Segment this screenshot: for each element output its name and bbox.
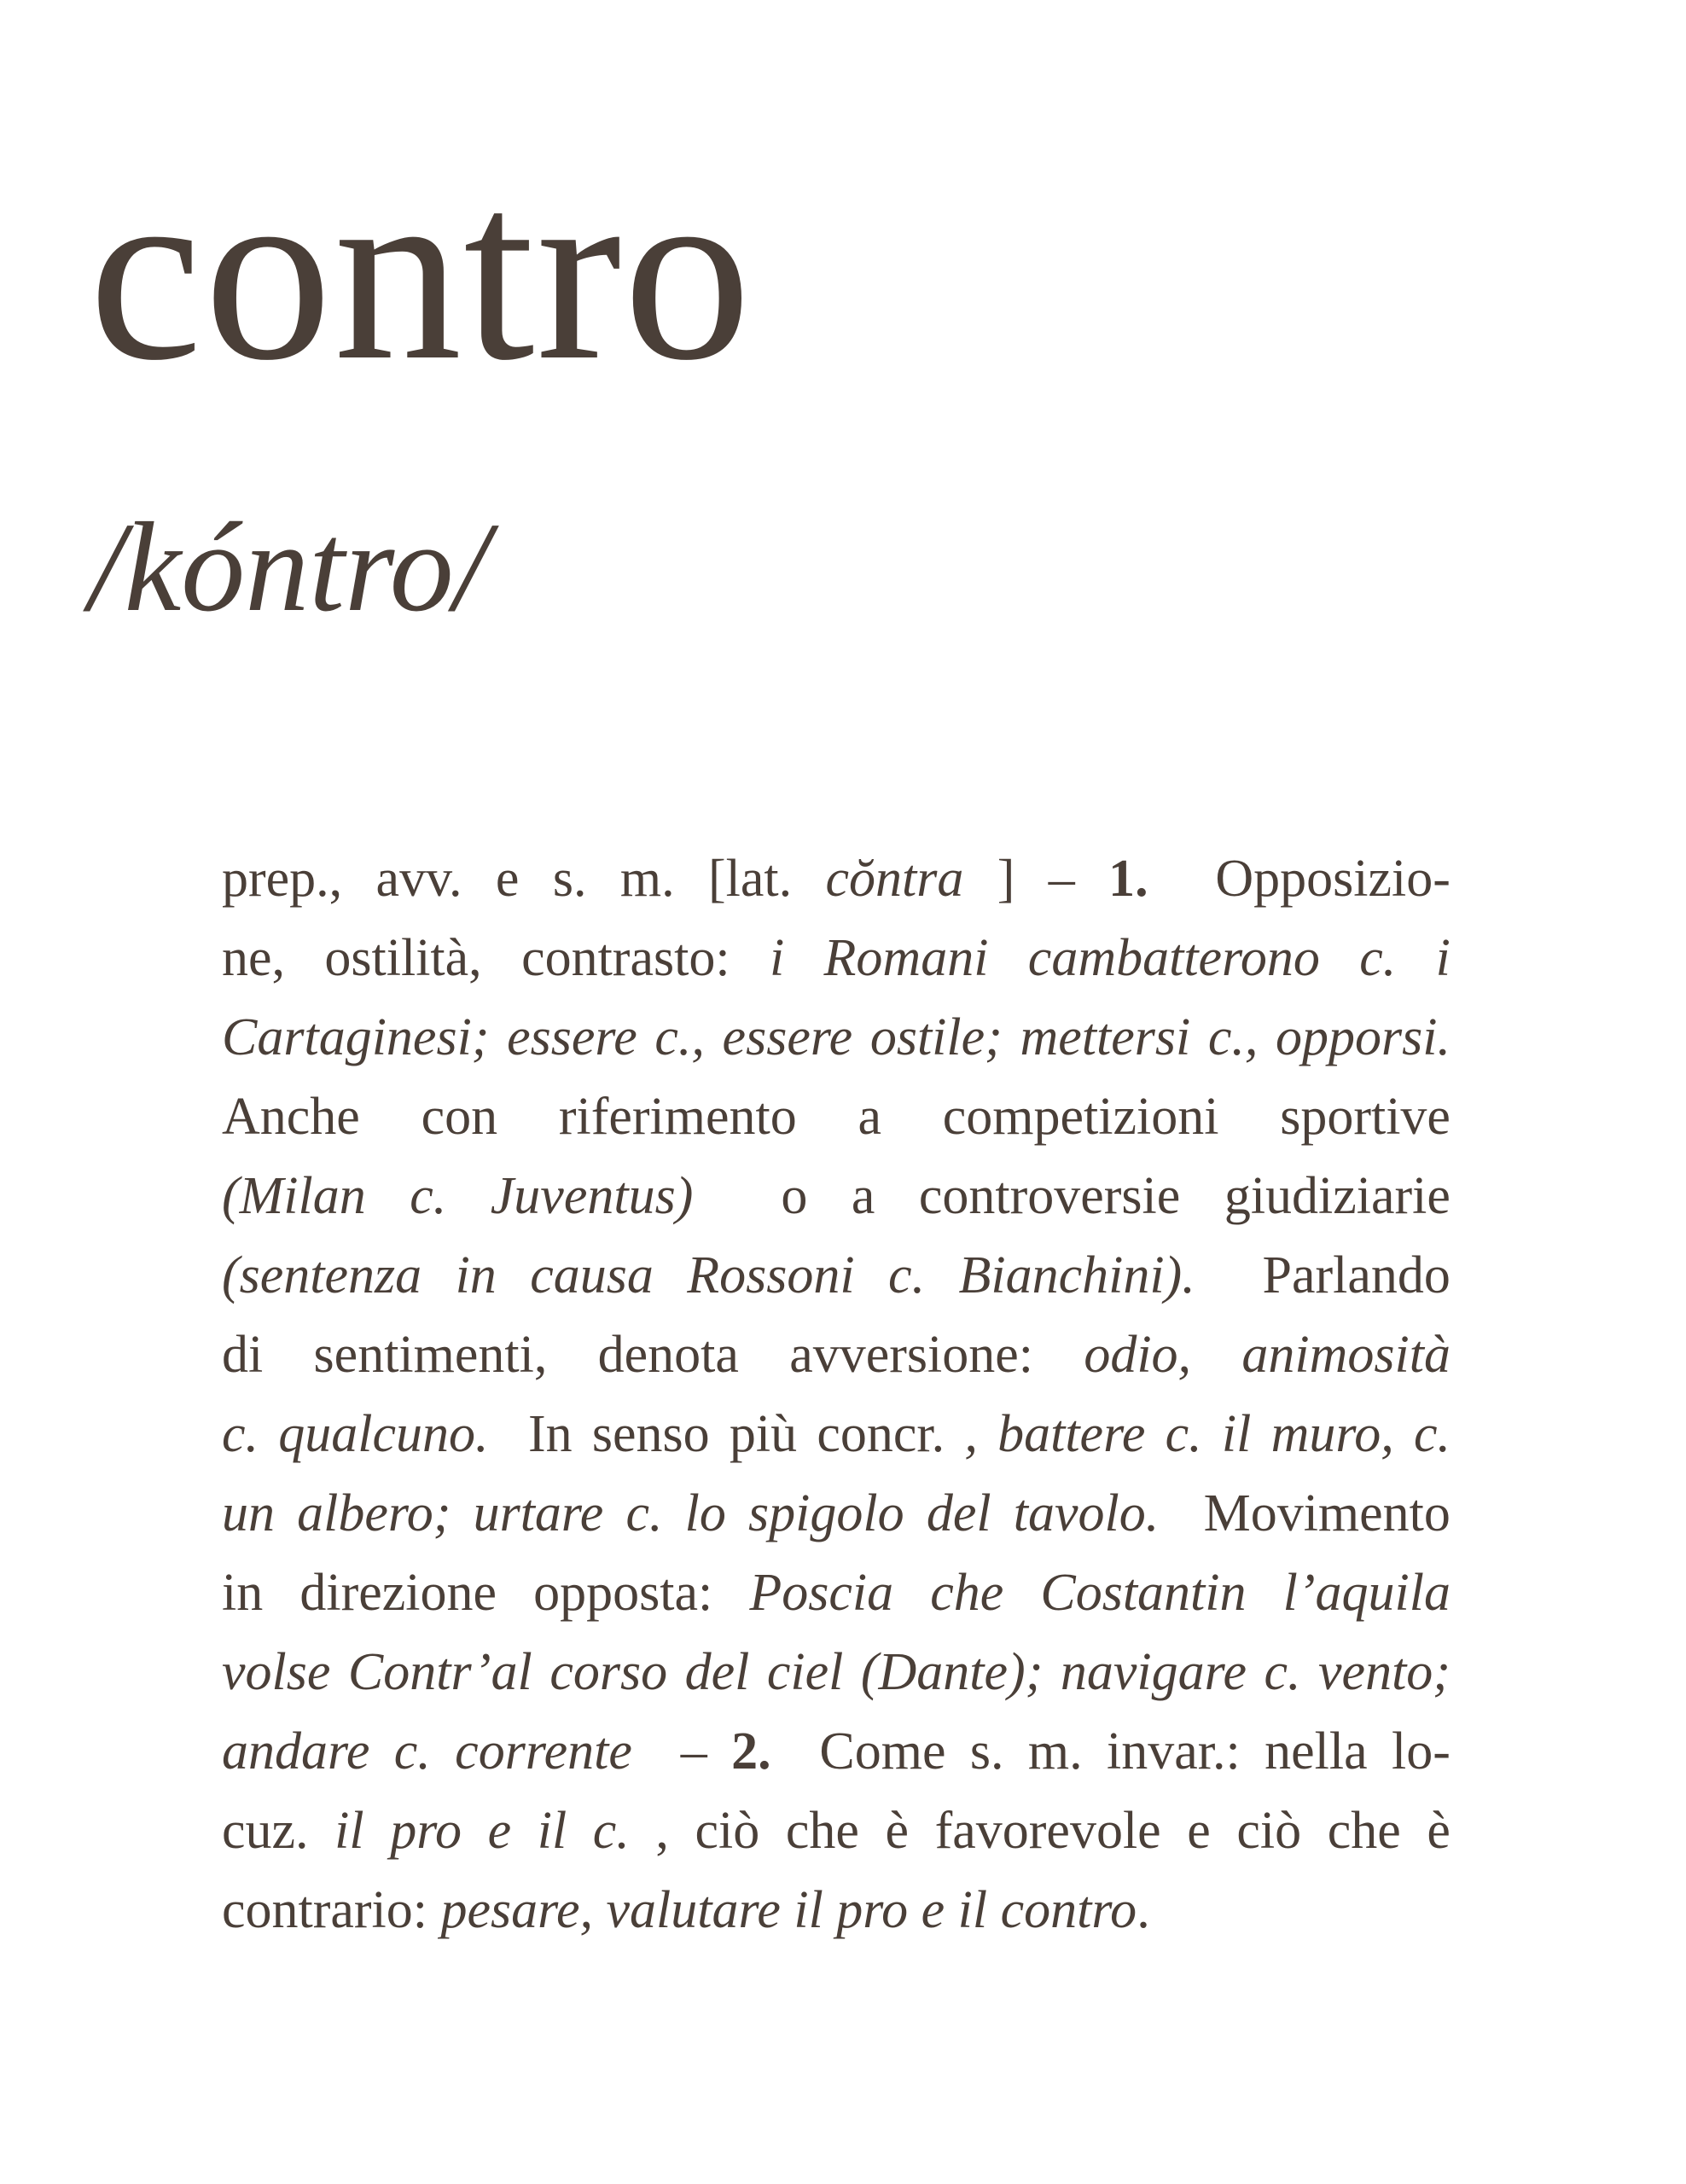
definition-text: di bbox=[222, 1326, 264, 1384]
definition-text: cuz. bbox=[222, 1802, 309, 1860]
definition-text: senso bbox=[591, 1405, 710, 1463]
definition-line bbox=[222, 919, 1451, 998]
definition-text: riferimento bbox=[558, 1088, 797, 1146]
example-text: i bbox=[769, 929, 785, 987]
definition-text: In bbox=[527, 1405, 573, 1463]
example-text: urtare bbox=[473, 1484, 604, 1542]
definition-text: lo- bbox=[1392, 1722, 1451, 1780]
example-text: valutare bbox=[606, 1881, 781, 1939]
example-text: (Milan bbox=[222, 1167, 366, 1225]
example-text: animosità bbox=[1241, 1326, 1451, 1384]
example-text: , bbox=[964, 1405, 978, 1463]
example-text: c. bbox=[888, 1246, 926, 1304]
pronunciation: /kóntro/ bbox=[89, 497, 490, 638]
definition-text: contrario: bbox=[222, 1881, 428, 1939]
example-text: l’aquila bbox=[1282, 1564, 1451, 1622]
example-text: causa bbox=[530, 1246, 654, 1304]
example-text: (Dante); bbox=[860, 1643, 1044, 1701]
example-text: qualcuno. bbox=[278, 1405, 489, 1463]
definition-text: Parlando bbox=[1262, 1246, 1451, 1304]
definition-text: prep., bbox=[222, 850, 343, 908]
definition-text: concr. bbox=[817, 1405, 945, 1463]
example-text: c. bbox=[592, 1802, 630, 1860]
definition-text: avv. bbox=[375, 850, 462, 908]
definition-text: avversione: bbox=[789, 1326, 1034, 1384]
definition-line bbox=[222, 1792, 1451, 1871]
example-text: il bbox=[334, 1802, 364, 1860]
definition-line bbox=[222, 1871, 1451, 1950]
example-text: vento; bbox=[1318, 1643, 1451, 1701]
definition-line bbox=[222, 1316, 1451, 1395]
definition-text: che bbox=[785, 1802, 859, 1860]
example-text: navigare bbox=[1060, 1643, 1247, 1701]
definition-text: s. bbox=[969, 1722, 1004, 1780]
definition-text: denota bbox=[597, 1326, 739, 1384]
definition-line bbox=[222, 1554, 1451, 1633]
example-text: contro bbox=[1000, 1881, 1137, 1939]
example-text: c. bbox=[1264, 1643, 1301, 1701]
definition-line bbox=[222, 1633, 1451, 1712]
definition-text: Movimento bbox=[1203, 1484, 1451, 1542]
definition-text: controversie bbox=[918, 1167, 1181, 1225]
example-text: il bbox=[537, 1802, 567, 1860]
definition-text: sentimenti, bbox=[313, 1326, 548, 1384]
definition-text: opposta: bbox=[533, 1564, 713, 1622]
definition-text: ] bbox=[997, 850, 1015, 908]
definition-body bbox=[222, 839, 1451, 1950]
example-text: corrente bbox=[455, 1722, 632, 1780]
example-text: tavolo. bbox=[1013, 1484, 1160, 1542]
example-text: il bbox=[794, 1881, 823, 1939]
example-text: essere bbox=[507, 1008, 637, 1066]
example-text: spigolo bbox=[748, 1484, 904, 1542]
example-text: c. bbox=[1413, 1405, 1451, 1463]
definition-line bbox=[222, 1712, 1451, 1792]
example-text: un bbox=[222, 1484, 275, 1542]
definition-text: è bbox=[885, 1802, 910, 1860]
definition-text: Anche bbox=[222, 1088, 360, 1146]
example-text: c. bbox=[393, 1722, 431, 1780]
definition-text: . bbox=[1137, 1881, 1150, 1939]
definition-line bbox=[222, 1157, 1451, 1236]
example-text: corso bbox=[549, 1643, 668, 1701]
example-text: c. bbox=[1165, 1405, 1202, 1463]
definition-text: sportive bbox=[1280, 1088, 1451, 1146]
example-text: c. bbox=[222, 1405, 259, 1463]
example-text: c. bbox=[1359, 929, 1397, 987]
definition-text: ciò bbox=[695, 1802, 760, 1860]
example-text: lo bbox=[684, 1484, 726, 1542]
example-text: Rossoni bbox=[687, 1246, 855, 1304]
example-text: il bbox=[957, 1881, 988, 1939]
example-text: muro, bbox=[1270, 1405, 1394, 1463]
example-text: Bianchini). bbox=[958, 1246, 1195, 1304]
example-text: del bbox=[926, 1484, 991, 1542]
definition-line bbox=[222, 1236, 1451, 1316]
example-text: ciel bbox=[766, 1643, 844, 1701]
definition-text: contrasto: bbox=[521, 929, 730, 987]
definition-line bbox=[222, 1077, 1451, 1157]
example-text: e bbox=[487, 1802, 512, 1860]
example-text: opporsi. bbox=[1276, 1008, 1451, 1066]
definition-text: s. bbox=[552, 850, 587, 908]
example-text: del bbox=[684, 1643, 750, 1701]
definition-text: m. bbox=[619, 850, 675, 908]
definition-text: direzione bbox=[299, 1564, 497, 1622]
definition-text: a bbox=[858, 1088, 882, 1146]
sense-number: 1. bbox=[1108, 850, 1148, 908]
example-text: mettersi bbox=[1020, 1008, 1191, 1066]
example-text: volse bbox=[222, 1643, 331, 1701]
example-text: il bbox=[1221, 1405, 1252, 1463]
definition-text: nella bbox=[1264, 1722, 1368, 1780]
definition-text: competizioni bbox=[942, 1088, 1219, 1146]
definition-line bbox=[222, 1395, 1451, 1474]
example-text: i bbox=[1435, 929, 1451, 987]
definition-text: e bbox=[1187, 1802, 1211, 1860]
example-text: battere bbox=[997, 1405, 1146, 1463]
example-text: in bbox=[455, 1246, 497, 1304]
sense-number: 2. bbox=[731, 1722, 771, 1780]
example-text: essere bbox=[722, 1008, 853, 1066]
definition-text: che bbox=[1327, 1802, 1401, 1860]
example-text: odio, bbox=[1084, 1326, 1192, 1384]
definition-text: ciò bbox=[1236, 1802, 1302, 1860]
example-text: pro bbox=[390, 1802, 462, 1860]
example-text: andare bbox=[222, 1722, 370, 1780]
definition-text: Come bbox=[819, 1722, 946, 1780]
definition-text: , bbox=[655, 1802, 669, 1860]
definition-text: – bbox=[680, 1722, 707, 1780]
headword: contro bbox=[89, 130, 753, 413]
example-text: e bbox=[921, 1881, 945, 1939]
example-text: Romani bbox=[823, 929, 989, 987]
example-text: che bbox=[930, 1564, 1004, 1622]
example-text: Juventus) bbox=[490, 1167, 694, 1225]
example-text: Contr’al bbox=[347, 1643, 532, 1701]
example-text: albero; bbox=[297, 1484, 451, 1542]
definition-text: [lat. bbox=[707, 850, 793, 908]
example-text: cŏntra bbox=[825, 850, 964, 908]
example-text: c., bbox=[1207, 1008, 1259, 1066]
example-text: c. bbox=[410, 1167, 447, 1225]
example-text: (sentenza bbox=[222, 1246, 422, 1304]
definition-text: in bbox=[222, 1564, 264, 1622]
definition-text: più bbox=[729, 1405, 798, 1463]
definition-line bbox=[222, 998, 1451, 1077]
definition-text: è bbox=[1427, 1802, 1451, 1860]
example-text: Costantin bbox=[1040, 1564, 1247, 1622]
definition-text: invar.: bbox=[1107, 1722, 1241, 1780]
definition-text: favorevole bbox=[934, 1802, 1161, 1860]
example-text: c. bbox=[625, 1484, 663, 1542]
example-text: pesare, bbox=[440, 1881, 594, 1939]
definition-text: – bbox=[1048, 850, 1075, 908]
definition-text: con bbox=[421, 1088, 498, 1146]
example-text: pro bbox=[836, 1881, 909, 1939]
example-text: c., bbox=[654, 1008, 705, 1066]
definition-line bbox=[222, 839, 1451, 919]
definition-text: ne, bbox=[222, 929, 286, 987]
example-text: ostile; bbox=[869, 1008, 1003, 1066]
definition-text: ostilità, bbox=[324, 929, 482, 987]
example-text: Poscia bbox=[749, 1564, 894, 1622]
definition-text: m. bbox=[1027, 1722, 1083, 1780]
definition-line bbox=[222, 1474, 1451, 1554]
definition-text: a bbox=[851, 1167, 875, 1225]
definition-text: o bbox=[781, 1167, 808, 1225]
definition-text: giudiziarie bbox=[1224, 1167, 1451, 1225]
definition-text: Opposizio- bbox=[1215, 850, 1451, 908]
definition-text: e bbox=[495, 850, 520, 908]
example-text: cambatterono bbox=[1027, 929, 1320, 987]
example-text: Cartaginesi; bbox=[222, 1008, 490, 1066]
